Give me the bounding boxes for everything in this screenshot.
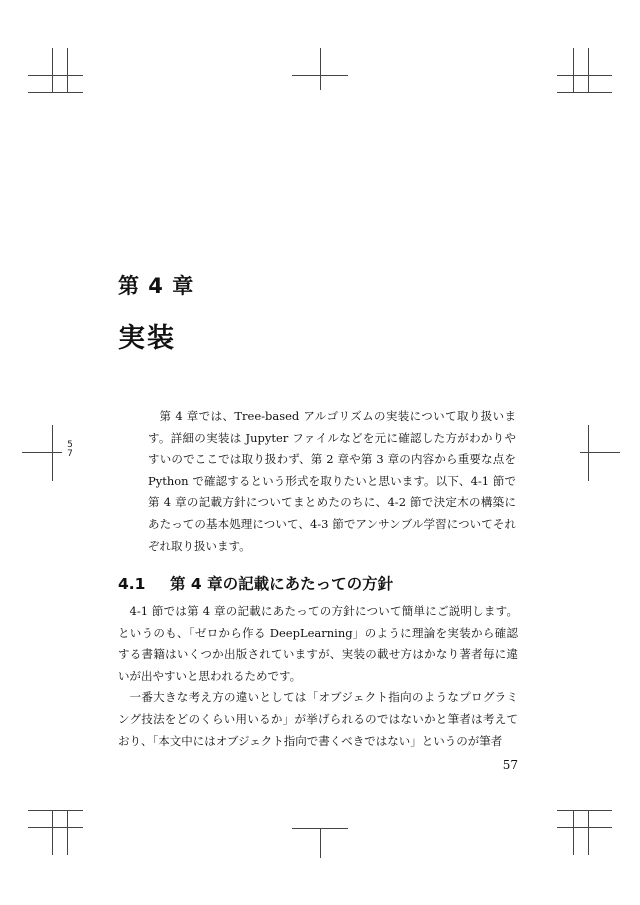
crop-mark: [557, 810, 612, 811]
crop-mark: [573, 810, 574, 855]
crop-mark: [28, 92, 83, 93]
crop-mark: [573, 48, 574, 93]
crop-mark: [52, 425, 53, 481]
crop-mark: [588, 48, 589, 93]
side-marker: 5 7: [67, 440, 73, 459]
crop-mark: [28, 75, 83, 76]
section-heading: [118, 572, 393, 594]
crop-mark: [67, 48, 68, 93]
crop-mark: [557, 92, 612, 93]
crop-mark: [67, 810, 68, 855]
chapter-abstract: [148, 406, 516, 557]
crop-mark: [557, 827, 612, 828]
section-number: 4.1: [118, 575, 146, 593]
page-number: 57: [502, 758, 518, 772]
chapter-title: 実装: [118, 323, 176, 354]
crop-mark: [52, 810, 53, 855]
crop-mark: [588, 810, 589, 855]
crop-mark: [557, 75, 612, 76]
crop-mark: [28, 810, 83, 811]
crop-mark: [588, 425, 589, 481]
crop-mark: [52, 48, 53, 93]
crop-mark: [28, 827, 83, 828]
paragraph: 一番大きな考え方の違いとしては「オブジェクト指向のようなプログラミング技法をどのくらい用いるか」が挙げられるのではないかと筆者は考えており、「本文中にはオブジェクト指向で書くべきではない」というのが筆者: [118, 690, 518, 748]
chapter-number: 第 4 章: [118, 274, 195, 298]
crop-mark: [320, 828, 321, 858]
crop-mark: [580, 452, 620, 453]
abstract-paragraph: 第 4 章では、Tree-based アルゴリズムの実装について取り扱います。詳細の実装は Jupyter ファイルなどを元に確認した方がわかりやすいのでここでは取り扱わず、第 2 章や第 3 章の内容から重要な点を Python で確認するという形式を取りたいと思います。以下、4-1 節で第 4 章の記載方針についてまとめたのちに、4-2 節で決定木の構築にあたっての基本処理について、4-3 節でアンサンブル学習についてそれぞれ取り扱います。: [148, 409, 516, 553]
crop-mark: [22, 452, 62, 453]
paragraph: 4-1 節では第 4 章の記載にあたっての方針について簡単にご説明します。というのも、「ゼロから作る DeepLearning」のように理論を実装から確認する書籍はいくつか出版されていますが、実装の載せ方はかなり著者毎に違いが出やすいと思われるためです。: [118, 604, 518, 683]
section-title: 第 4 章の記載にあたっての方針: [170, 575, 394, 593]
body-text: [118, 601, 518, 752]
crop-mark: [320, 48, 321, 90]
